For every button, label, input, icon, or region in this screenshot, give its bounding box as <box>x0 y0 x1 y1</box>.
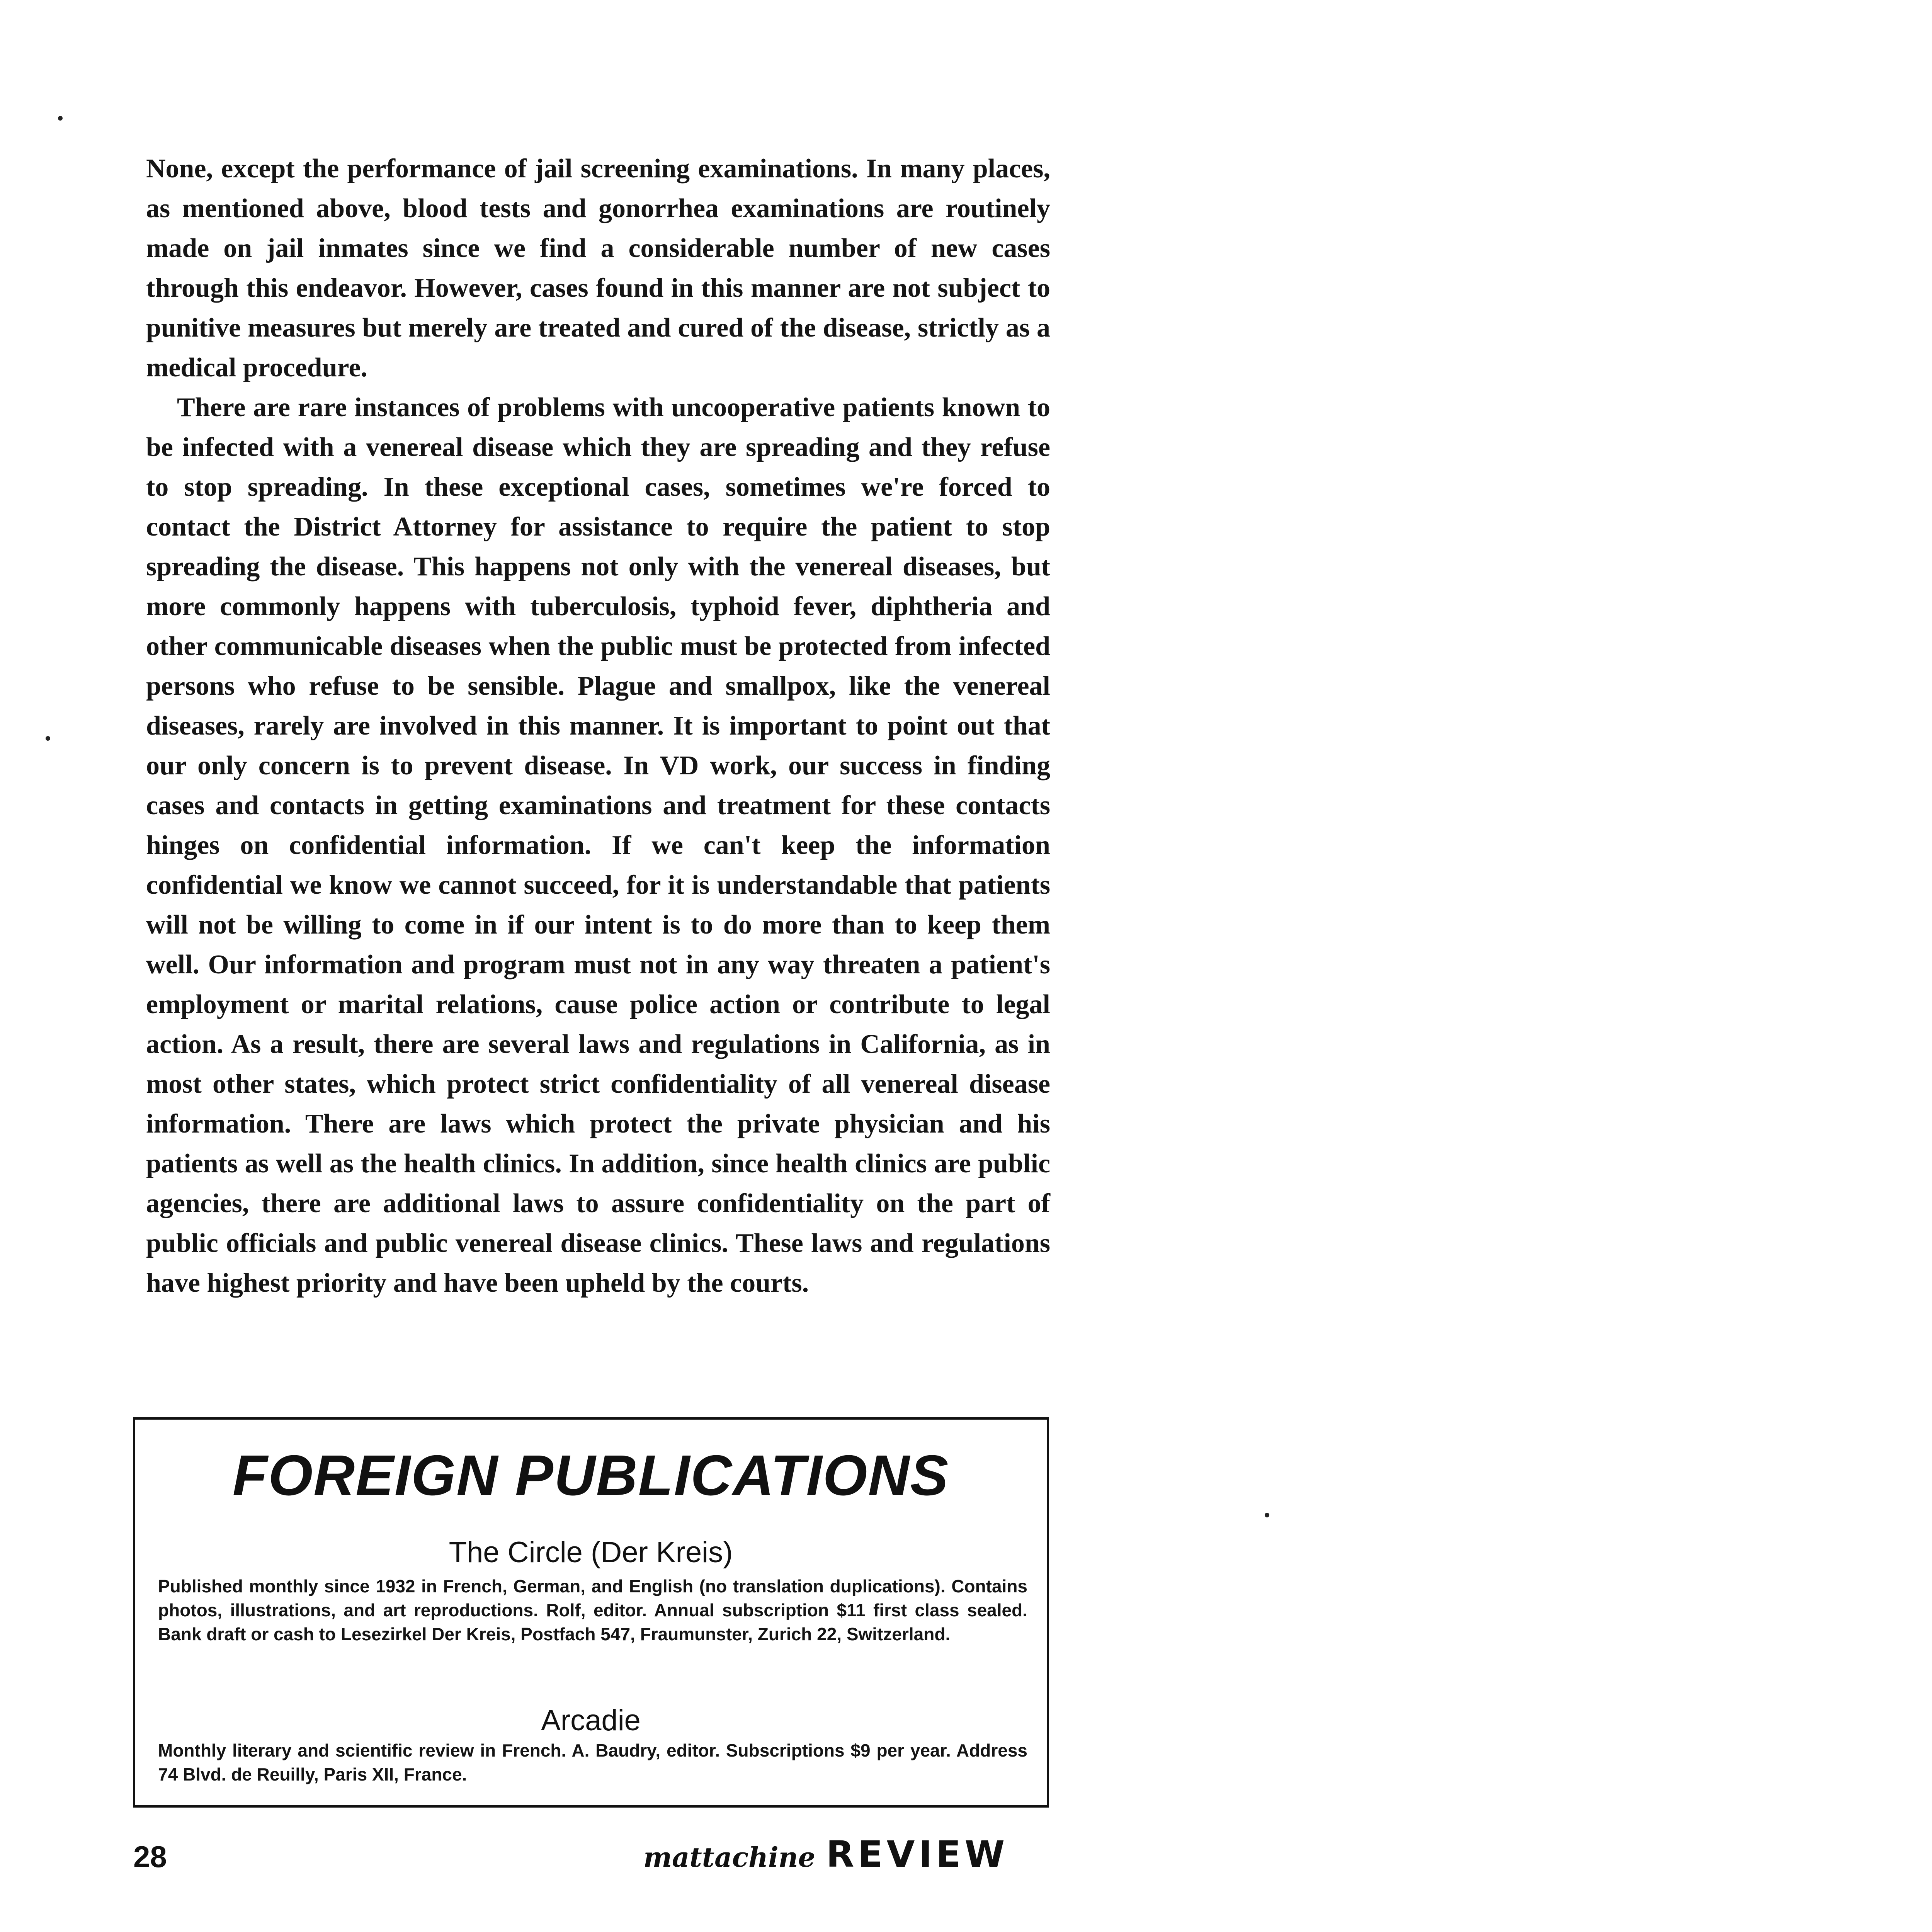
paragraph: None, except the performance of jail screening examinations. In many places, as mentioned above, blood tests and gonorrhea examinations are routinely made on jail inmates since we find a considerable number of new cases through this endeavor. However, cases found in this manner are not subject to punitive measures but merely are treated and cured of the disease, strictly as a medical procedure. <box>146 154 1050 383</box>
left-article-body <box>146 149 1050 1303</box>
right-page <box>1184 0 1932 1932</box>
paragraph: There are rare instances of problems with uncooperative patients known to be infected with a venereal disease which they are spreading and they refuse to stop spreading. In these exceptional cases, sometimes we're forced to contact the District Attorney for assistance to require the patient to stop spreading the disease. This happens not only with the venereal diseases, but more commonly happens with tuberculosis, typhoid fever, diphtheria and other communicable diseases when the public must be protected from infected persons who refuse to be sensible. Plague and smallpox, like the venereal diseases, rarely are involved in this manner. It is important to point out that our only concern is to prevent disease. In VD work, our success in finding cases and contacts in getting examinations and treatment for these contacts hinges on confidential information. If we can't keep the information confidential we know we cannot succeed, for it is understandable that patients will not be willing to come in if our intent is to do more than to keep them well. Our information and program must not in any way threaten a patient's employment or marital relations, cause police action or contribute to legal action. As a result, there are several laws and regulations in California, as in most other states, which protect strict confidentiality of all venereal disease information. There are laws which protect the private physician and his patients as well as the health clinics. In addition, since health clinics are public agencies, there are additional laws to assure confidentiality on the part of public officials and public venereal disease clinics. These laws and regulations have highest priority and have been upheld by the courts. <box>146 393 1050 1298</box>
masthead-logo <box>643 1833 1009 1876</box>
masthead-word: REVIEW <box>826 1833 1009 1876</box>
scan-speck <box>46 736 50 741</box>
scan-speck <box>1265 1513 1269 1517</box>
masthead-script: mattachine <box>643 1841 815 1873</box>
publication-description-arcadie: Monthly literary and scientific review in French. A. Baudry, editor. Subscriptions $9 per year. Address 74 Blvd. de Reuilly, Paris XII, France. <box>158 1740 1027 1784</box>
page-number-left: 28 <box>133 1840 167 1874</box>
foreign-publications-box <box>133 1417 1049 1808</box>
publication-description-circle: Published monthly since 1932 in French, German, and English (no translation duplications). Contains photos, illustrations, and art reproductions. Rolf, editor. Annual subscription $11 first class sealed. Bank draft or cash to Lesezirkel Der Kreis, Postfach 547, Fraumunster, Zurich 22, Switzerland. <box>158 1576 1027 1644</box>
scan-speck <box>58 116 63 121</box>
foreign-publications-heading: FOREIGN PUBLICATIONS <box>232 1444 949 1507</box>
publication-name-arcadie: Arcadie <box>541 1704 641 1737</box>
publication-name-circle: The Circle (Der Kreis) <box>449 1536 733 1569</box>
